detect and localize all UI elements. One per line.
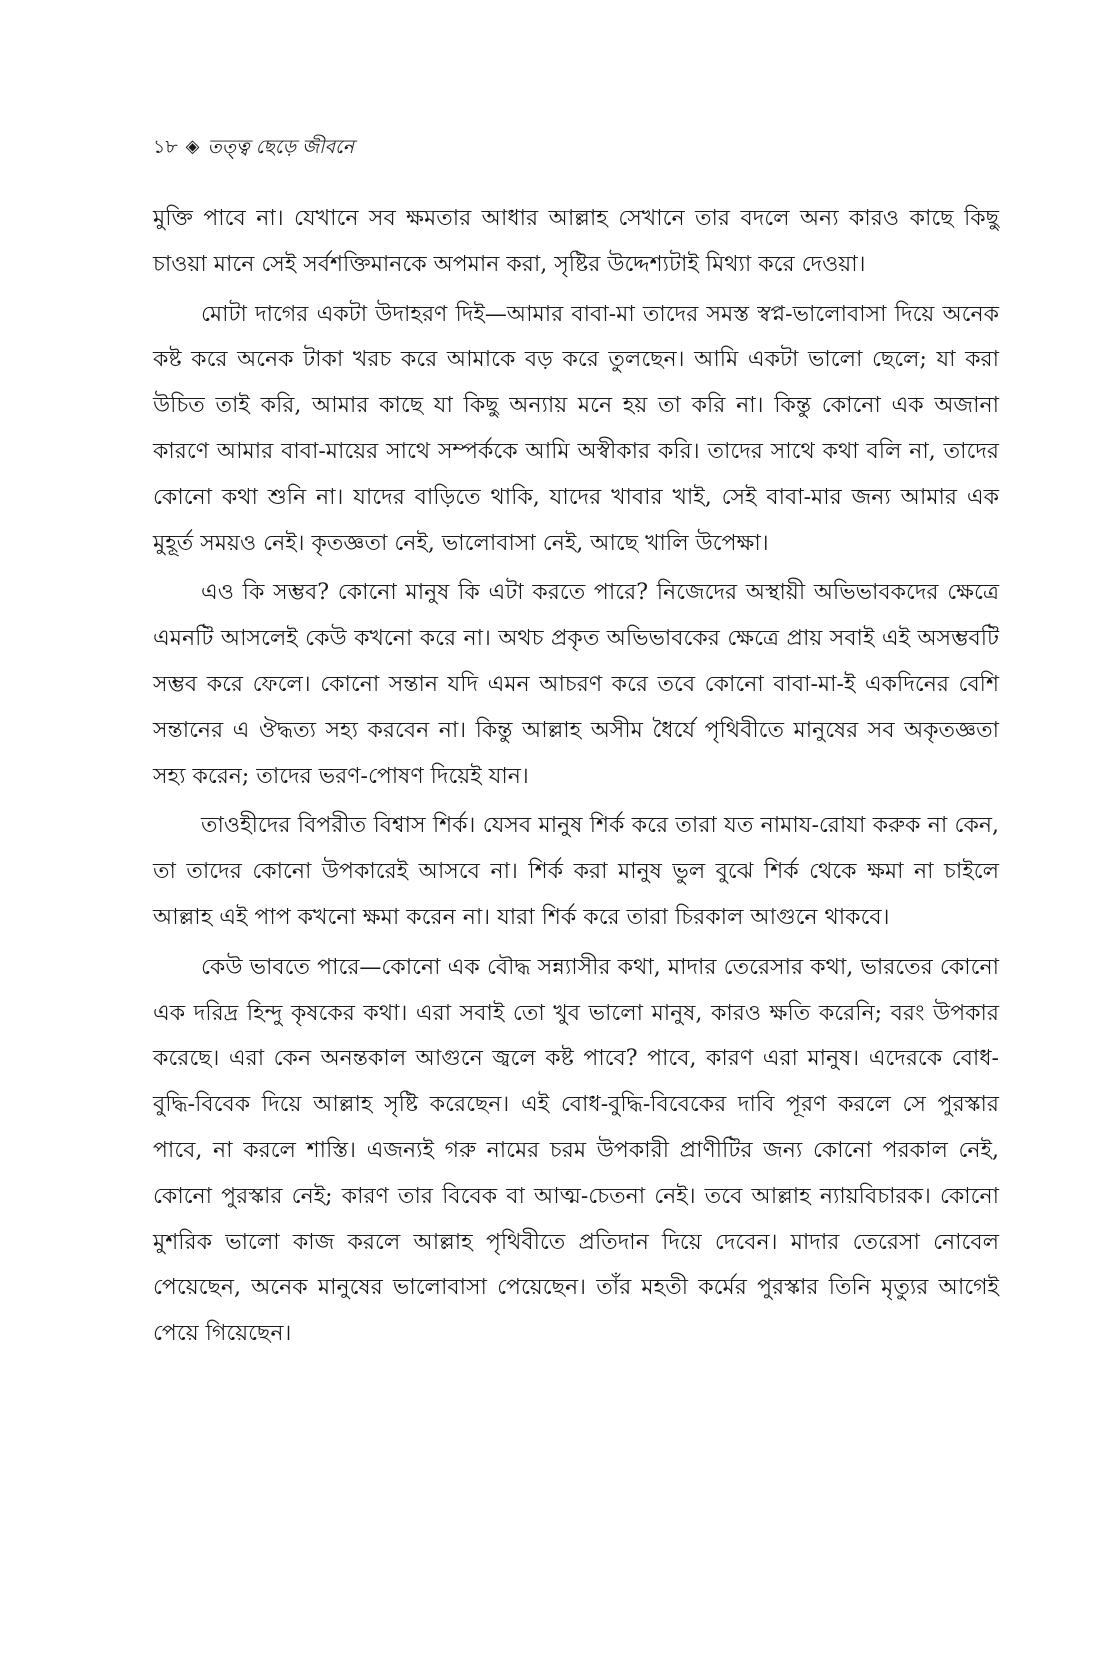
book-title: তত্ত্ব ছেড়ে জীবনে	[207, 136, 355, 158]
paragraph: এও কি সম্ভব? কোনো মানুষ কি এটা করতে পারে? নিজেদের অস্থায়ী অভিভাবকদের ক্ষেত্রে এমনটি আসলেই কেউ কখনো করে না। অথচ প্রকৃত অভিভাবকের ক্ষেত্রে প্রায় সবাই এই অসম্ভবটি সম্ভব করে ফেলে। কোনো সন্তান যদি এমন আচরণ করে তবে কোনো বাবা-মা-ই একদিনের বেশি সন্তানের এ ঔদ্ধত্য সহ্য করবেন না। কিন্তু আল্লাহ অসীম ধৈর্যে পৃথিবীতে মানুষের সব অকৃতজ্ঞতা সহ্য করেন; তাদের ভরণ-পোষণ দিয়েই যান।	[153, 580, 999, 789]
paragraph: কেউ ভাবতে পারে—কোনো এক বৌদ্ধ সন্ন্যাসীর কথা, মাদার তেরেসার কথা, ভারতের কোনো এক দরিদ্র হিন্দু কৃষকের কথা। এরা সবাই তো খুব ভালো মানুষ, কারও ক্ষতি করেনি; বরং উপকার করেছে। এরা কেন অনন্তকাল আগুনে জ্বলে কষ্ট পাবে? পাবে, কারণ এরা মানুষ। এদেরকে বোধ-বুদ্ধি-বিবেক দিয়ে আল্লাহ সৃষ্টি করেছেন। এই বোধ-বুদ্ধি-বিবেকের দাবি পূরণ করলে সে পুরস্কার পাবে, না করলে শাস্তি। এজন্যই গরু নামের চরম উপকারী প্রাণীটির জন্য কোনো পরকাল নেই, কোনো পুরস্কার নেই; কারণ তার বিবেক বা আত্ম-চেতনা নেই। তবে আল্লাহ ন্যায়বিচারক। কোনো মুশরিক ভালো কাজ করলে আল্লাহ পৃথিবীতে প্রতিদান দিয়ে দেবেন। মাদার তেরেসা নোবেল পেয়েছেন, অনেক মানুষের ভালোবাসা পেয়েছেন। তাঁর মহতী কর্মের পুরস্কার তিনি মৃত্যুর আগেই পেয়ে গিয়েছেন।	[153, 954, 999, 1347]
paragraph-continuation: মুক্তি পাবে না। যেখানে সব ক্ষমতার আধার আল্লাহ সেখানে তার বদলে অন্য কারও কাছে কিছু চাওয়া মানে সেই সর্বশক্তিমানকে অপমান করা, সৃষ্টির উদ্দেশ্যটাই মিথ্যা করে দেওয়া।	[153, 206, 999, 277]
paragraph: মোটা দাগের একটা উদাহরণ দিই—আমার বাবা-মা তাদের সমস্ত স্বপ্ন-ভালোবাসা দিয়ে অনেক কষ্ট করে অনেক টাকা খরচ করে আমাকে বড় করে তুলছেন। আমি একটা ভালো ছেলে; যা করা উচিত তাই করি, আমার কাছে যা কিছু অন্যায় মনে হয় তা করি না। কিন্তু কোনো এক অজানা কারণে আমার বাবা-মায়ের সাথে সম্পর্ককে আমি অস্বীকার করি। তাদের সাথে কথা বলি না, তাদের কোনো কথা শুনি না। যাদের বাড়িতে থাকি, যাদের খাবার খাই, সেই বাবা-মার জন্য আমার এক মুহূর্ত সময়ও নেই। কৃতজ্ঞতা নেই, ভালোবাসা নেই, আছে খালি উপেক্ষা।	[153, 301, 999, 556]
body-text	[153, 196, 999, 1357]
running-head	[153, 134, 354, 160]
paragraph: তাওহীদের বিপরীত বিশ্বাস শির্ক। যেসব মানুষ শির্ক করে তারা যত নামায-রোযা করুক না কেন, তা তাদের কোনো উপকারেই আসবে না। শির্ক করা মানুষ ভুল বুঝে শির্ক থেকে ক্ষমা না চাইলে আল্লাহ এই পাপ কখনো ক্ষমা করেন না। যারা শির্ক করে তারা চিরকাল আগুনে থাকবে।	[153, 813, 999, 930]
diamond-icon: ◈	[185, 136, 200, 157]
page-number: ১৮	[153, 136, 178, 158]
